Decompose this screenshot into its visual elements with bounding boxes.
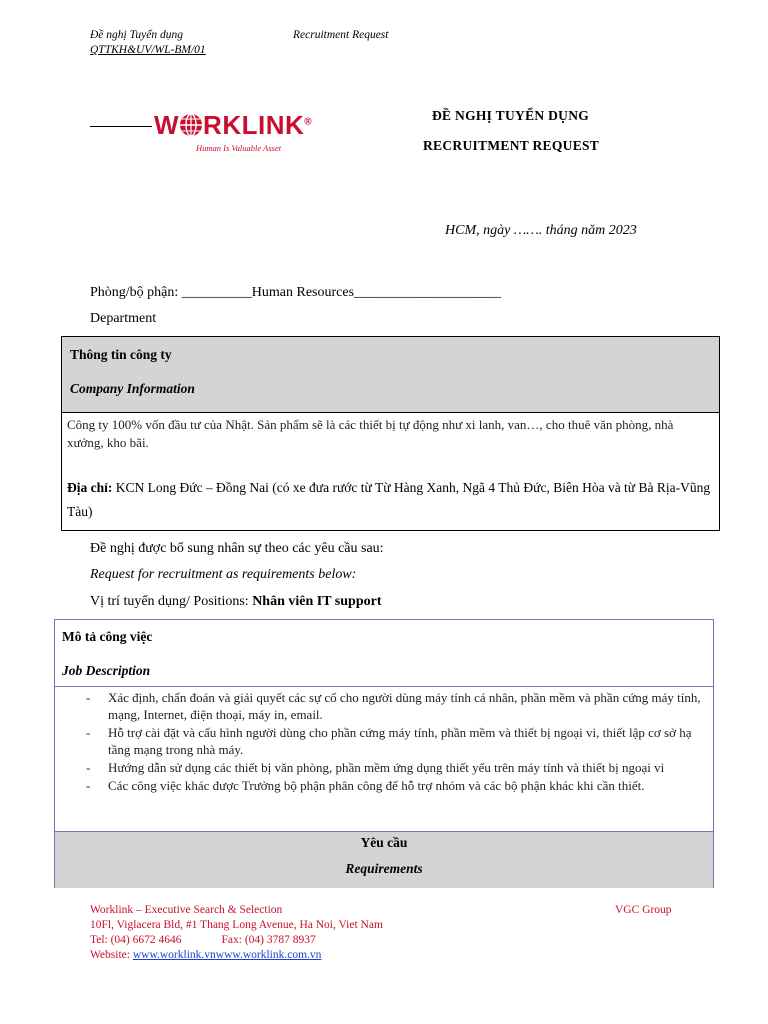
footer-website <box>90 948 690 963</box>
requirements-heading-en: Requirements <box>345 861 423 876</box>
worklink-logo <box>90 98 330 158</box>
doc-code: QTTKH&UV/WL-BM/01 <box>90 44 206 56</box>
company-info-box <box>61 336 720 531</box>
footer <box>90 903 690 963</box>
doc-name-en: Recruitment Request <box>293 29 389 41</box>
company-info-heading-vi: Thông tin công ty <box>70 347 172 362</box>
title-en: RECRUITMENT REQUEST <box>423 138 600 153</box>
department-label-en: Department <box>90 311 157 326</box>
logo-rule <box>90 126 152 127</box>
request-line-vi: Đề nghị được bổ sung nhân sự theo các yêu cầu sau: <box>90 541 384 556</box>
company-description: Công ty 100% vốn đầu tư của Nhật. Sản phẩm sẽ là các thiết bị tự động như xi lanh, van…, cho thuê văn phòng, nhà xưởng, kho bãi. <box>67 417 674 450</box>
requirements-header <box>55 831 713 888</box>
doc-name: Đề nghị Tuyển dụng <box>90 29 183 41</box>
address-value: KCN Long Đức – Đồng Nai (có xe đưa rước từ Từ Hàng Xanh, Ngã 4 Thủ Đức, Biên Hòa và từ Bà Rịa-Vũng Tàu) <box>67 480 711 519</box>
job-description-heading-vi: Mô tả công việc <box>62 629 153 644</box>
department-label: Phòng/bộ phận: <box>90 285 182 300</box>
footer-contact <box>90 933 690 948</box>
company-info-divider <box>62 412 719 413</box>
requirements-heading-vi: Yêu cầu <box>360 835 408 850</box>
logo-wordmark: W RKLINK® <box>154 110 313 140</box>
company-info-heading-en: Company Information <box>70 381 195 396</box>
job-description-divider <box>55 686 713 687</box>
list-item: - Các công việc khác được Trưởng bộ phận phân công để hỗ trợ nhóm và các bộ phận khác khi cần thiết. <box>86 778 645 793</box>
list-item: - Hướng dẫn sử dụng các thiết bị văn phòng, phần mềm ứng dụng thiết yếu trên máy tính và thiết bị ngoại vi <box>86 760 665 775</box>
website-link-com-vn[interactable]: www.worklink.com.vn <box>215 949 322 961</box>
company-info-header <box>62 337 719 412</box>
list-item: - Xác định, chẩn đoán và giải quyết các sự cố cho người dùng máy tính cá nhân, phần mềm và phần cứng máy tính, mạng, Internet, điện thoại, máy in, email. <box>86 690 701 722</box>
request-line-en: Request for recruitment as requirements below: <box>90 567 357 582</box>
job-description-list <box>63 689 710 795</box>
logo-tagline: Human Is Valuable Asset <box>196 143 282 153</box>
position-label: Vị trí tuyển dụng/ Positions: <box>90 594 253 609</box>
website-link-vn[interactable]: www.worklink.vn <box>132 949 216 961</box>
date-line: HCM, ngày ……. tháng năm 2023 <box>445 223 637 238</box>
position-value: Nhân viên IT support <box>252 594 382 609</box>
department-blank-after: _____________________ <box>354 285 502 300</box>
department-blank-before: __________ <box>181 285 252 300</box>
department-value: Human Resources <box>251 285 355 300</box>
footer-fax: Fax: (04) 3787 8937 <box>221 934 316 946</box>
globe-icon <box>179 113 203 137</box>
footer-group: VGC Group <box>615 904 672 916</box>
title-vi: ĐỀ NGHỊ TUYỂN DỤNG <box>432 108 590 123</box>
footer-tel: Tel: (04) 6672 4646 <box>90 934 182 946</box>
job-description-box <box>54 619 714 888</box>
position-line <box>90 594 381 610</box>
address-label: Địa chỉ: <box>67 480 113 495</box>
list-item: - Hỗ trợ cài đặt và cấu hình người dùng cho phần cứng máy tính, phần mềm và thiết bị ngoại vi, thiết lập cơ sở hạ tầng mạng trong nhà máy. <box>86 725 692 757</box>
company-address <box>67 476 712 524</box>
footer-address: 10Fl, Viglacera Bld, #1 Thang Long Avenue, Ha Noi, Viet Nam <box>90 919 383 931</box>
footer-company: Worklink – Executive Search & Selection <box>90 904 283 916</box>
department-line <box>90 285 501 301</box>
job-description-heading-en: Job Description <box>62 663 151 678</box>
footer-website-label: Website: <box>90 949 133 961</box>
